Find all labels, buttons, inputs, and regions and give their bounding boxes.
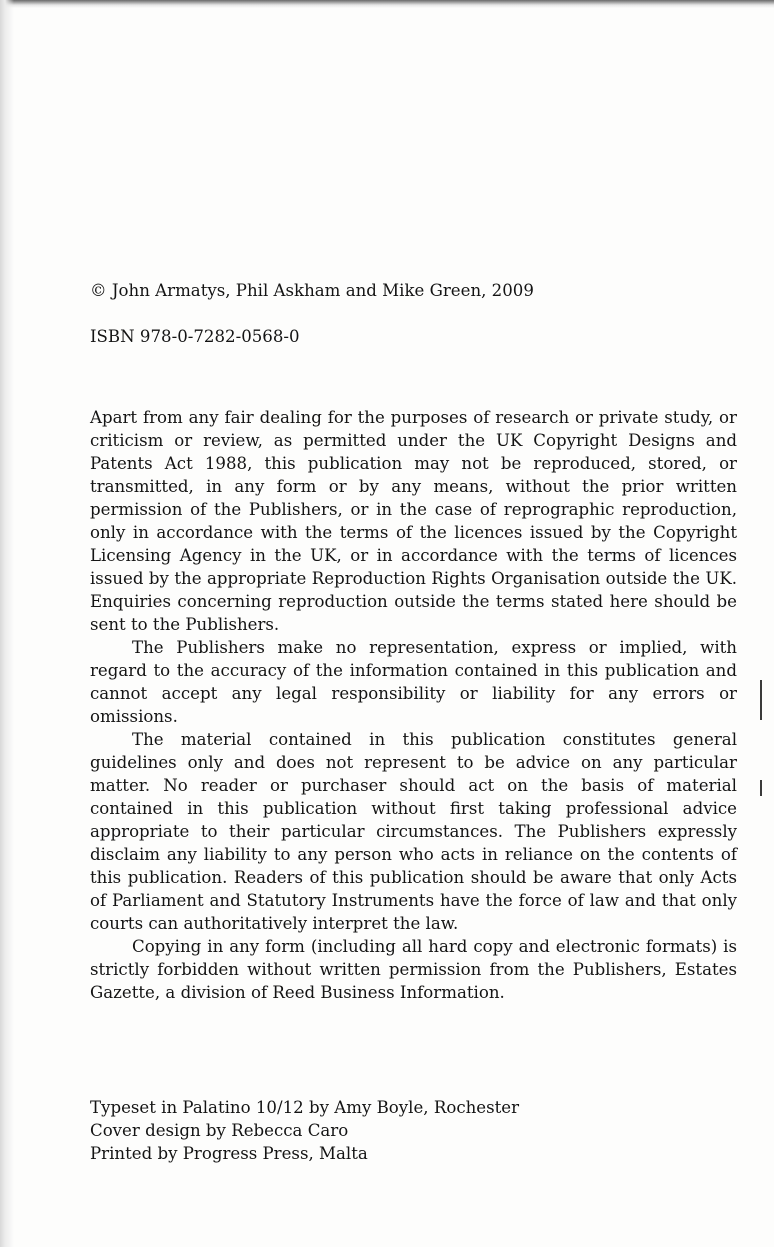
- legal-paragraph: Apart from any fair dealing for the purposes of research or private study, or criticism or review, as permitted under the UK Copyright Designs and Patents Act 1988, this publication may not be reproduced, stored, or transmitted, in any form or by any means, without the prior written permission of the Publishers, or in the case of reprographic reproduction, only in accordance with the terms of the licences issued by the Copyright Licensing Agency in the UK, or in accordance with the terms of licences issued by the appropriate Reproduction Rights Organisation outside the UK. Enquiries concerning reproduction outside the terms stated here should be sent to the Publishers.: [90, 408, 737, 634]
- legal-paragraph: The Publishers make no representation, express or implied, with regard to the accuracy of the information contained in this publication and cannot accept any legal responsibility or liability for any errors or omissions.: [90, 638, 737, 726]
- scan-mark: [760, 680, 762, 720]
- scan-top-edge: [0, 0, 774, 8]
- scan-left-edge: [0, 0, 14, 1247]
- cover-design-credit: Cover design by Rebecca Caro: [90, 1121, 349, 1140]
- printer-credit: Printed by Progress Press, Malta: [90, 1144, 368, 1163]
- legal-paragraph: The material contained in this publication constitutes general guidelines only and does not represent to be advice on any particular matter. No reader or purchaser should act on the basis of material contained in this publication without first taking professional advice appropriate to their particular circumstances. The Publishers expressly disclaim any liability to any person who acts in reliance on the contents of this publication. Readers of this publication should be aware that only Acts of Parliament and Statutory Instruments have the force of law and that only courts can authoritatively interpret the law.: [90, 730, 737, 933]
- copyright-line: © John Armatys, Phil Askham and Mike Green, 2009: [90, 281, 534, 300]
- production-credits: [90, 1096, 737, 1165]
- typeset-credit: Typeset in Palatino 10/12 by Amy Boyle, Rochester: [90, 1098, 520, 1117]
- legal-notice: [90, 406, 737, 1004]
- isbn-line: ISBN 978-0-7282-0568-0: [90, 327, 300, 346]
- scan-mark: [760, 780, 762, 796]
- legal-paragraph: Copying in any form (including all hard copy and electronic formats) is strictly forbidden without written permission from the Publishers, Estates Gazette, a division of Reed Business Information.: [90, 937, 737, 1002]
